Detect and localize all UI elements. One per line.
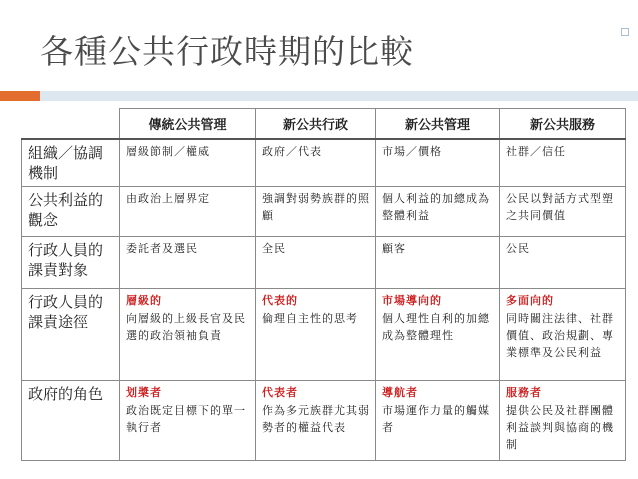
comparison-table (21, 108, 626, 461)
table-cell (500, 289, 626, 381)
slide-bullet-icon (621, 28, 629, 36)
table-cell (500, 237, 626, 289)
row-header: 組織／協調機制 (22, 139, 120, 187)
cell-text: 同時關注法律、社群價值、政治規劃、專業標準及公民利益 (506, 312, 614, 359)
row-header: 行政人員的課責對象 (22, 237, 120, 289)
table-cell (376, 237, 500, 289)
table-cell (120, 289, 256, 381)
cell-text: 向層級的上級長官及民選的政治領袖負責 (126, 312, 246, 342)
table-header-row (22, 109, 626, 140)
table-cell (376, 289, 500, 381)
header-corner-cell (22, 109, 120, 140)
cell-text: 政府／代表 (262, 145, 322, 158)
cell-text: 提供公民及社群團體利益談判與協商的機制 (506, 404, 614, 451)
row-header: 行政人員的課責途徑 (22, 289, 120, 381)
table-row (22, 139, 626, 187)
cell-text: 個人利益的加總成為整體利益 (382, 192, 490, 222)
column-header: 新公共行政 (256, 109, 376, 140)
table-row (22, 237, 626, 289)
cell-text: 市場／價格 (382, 145, 442, 158)
accent-bar-right (40, 91, 638, 101)
table-cell (376, 187, 500, 237)
cell-highlight: 划槳者 (126, 386, 162, 399)
cell-text: 公民 (506, 242, 530, 255)
table-cell (500, 381, 626, 461)
cell-text: 倫理自主性的思考 (262, 312, 358, 325)
table-cell (376, 139, 500, 187)
cell-text: 由政治上層界定 (126, 192, 210, 205)
cell-text: 強調對弱勢族群的照顧 (262, 192, 370, 222)
cell-text: 市場運作力量的觸媒者 (382, 404, 490, 434)
row-header: 政府的角色 (22, 381, 120, 461)
table-cell (120, 381, 256, 461)
cell-highlight: 代表者 (262, 386, 298, 399)
column-header: 傳統公共管理 (120, 109, 256, 140)
slide-title: 各種公共行政時期的比較 (40, 32, 414, 71)
cell-highlight: 導航者 (382, 386, 418, 399)
cell-highlight: 服務者 (506, 386, 542, 399)
cell-text: 個人理性自利的加總成為整體理性 (382, 312, 490, 342)
table-cell (120, 139, 256, 187)
cell-text: 政治既定目標下的單一執行者 (126, 404, 246, 434)
cell-highlight: 代表的 (262, 294, 298, 307)
cell-highlight: 市場導向的 (382, 294, 442, 307)
table-cell (256, 187, 376, 237)
cell-text: 層級節制／權威 (126, 145, 210, 158)
table-cell (120, 187, 256, 237)
table-cell (256, 139, 376, 187)
cell-text: 公民以對話方式型塑之共同價值 (506, 192, 614, 222)
cell-text: 社群／信任 (506, 145, 566, 158)
cell-text: 全民 (262, 242, 286, 255)
table-cell (376, 381, 500, 461)
accent-bar-left (0, 91, 40, 101)
column-header: 新公共管理 (376, 109, 500, 140)
table-row (22, 381, 626, 461)
cell-highlight: 多面向的 (506, 294, 554, 307)
table-row (22, 289, 626, 381)
table-row (22, 187, 626, 237)
table-cell (500, 187, 626, 237)
row-header: 公共利益的觀念 (22, 187, 120, 237)
column-header: 新公共服務 (500, 109, 626, 140)
cell-text: 顧客 (382, 242, 406, 255)
cell-text: 委託者及選民 (126, 242, 198, 255)
cell-highlight: 層級的 (126, 294, 162, 307)
table-cell (256, 381, 376, 461)
cell-text: 作為多元族群尤其弱勢者的權益代表 (262, 404, 370, 434)
table-cell (500, 139, 626, 187)
table-cell (256, 237, 376, 289)
table-cell (256, 289, 376, 381)
table-cell (120, 237, 256, 289)
